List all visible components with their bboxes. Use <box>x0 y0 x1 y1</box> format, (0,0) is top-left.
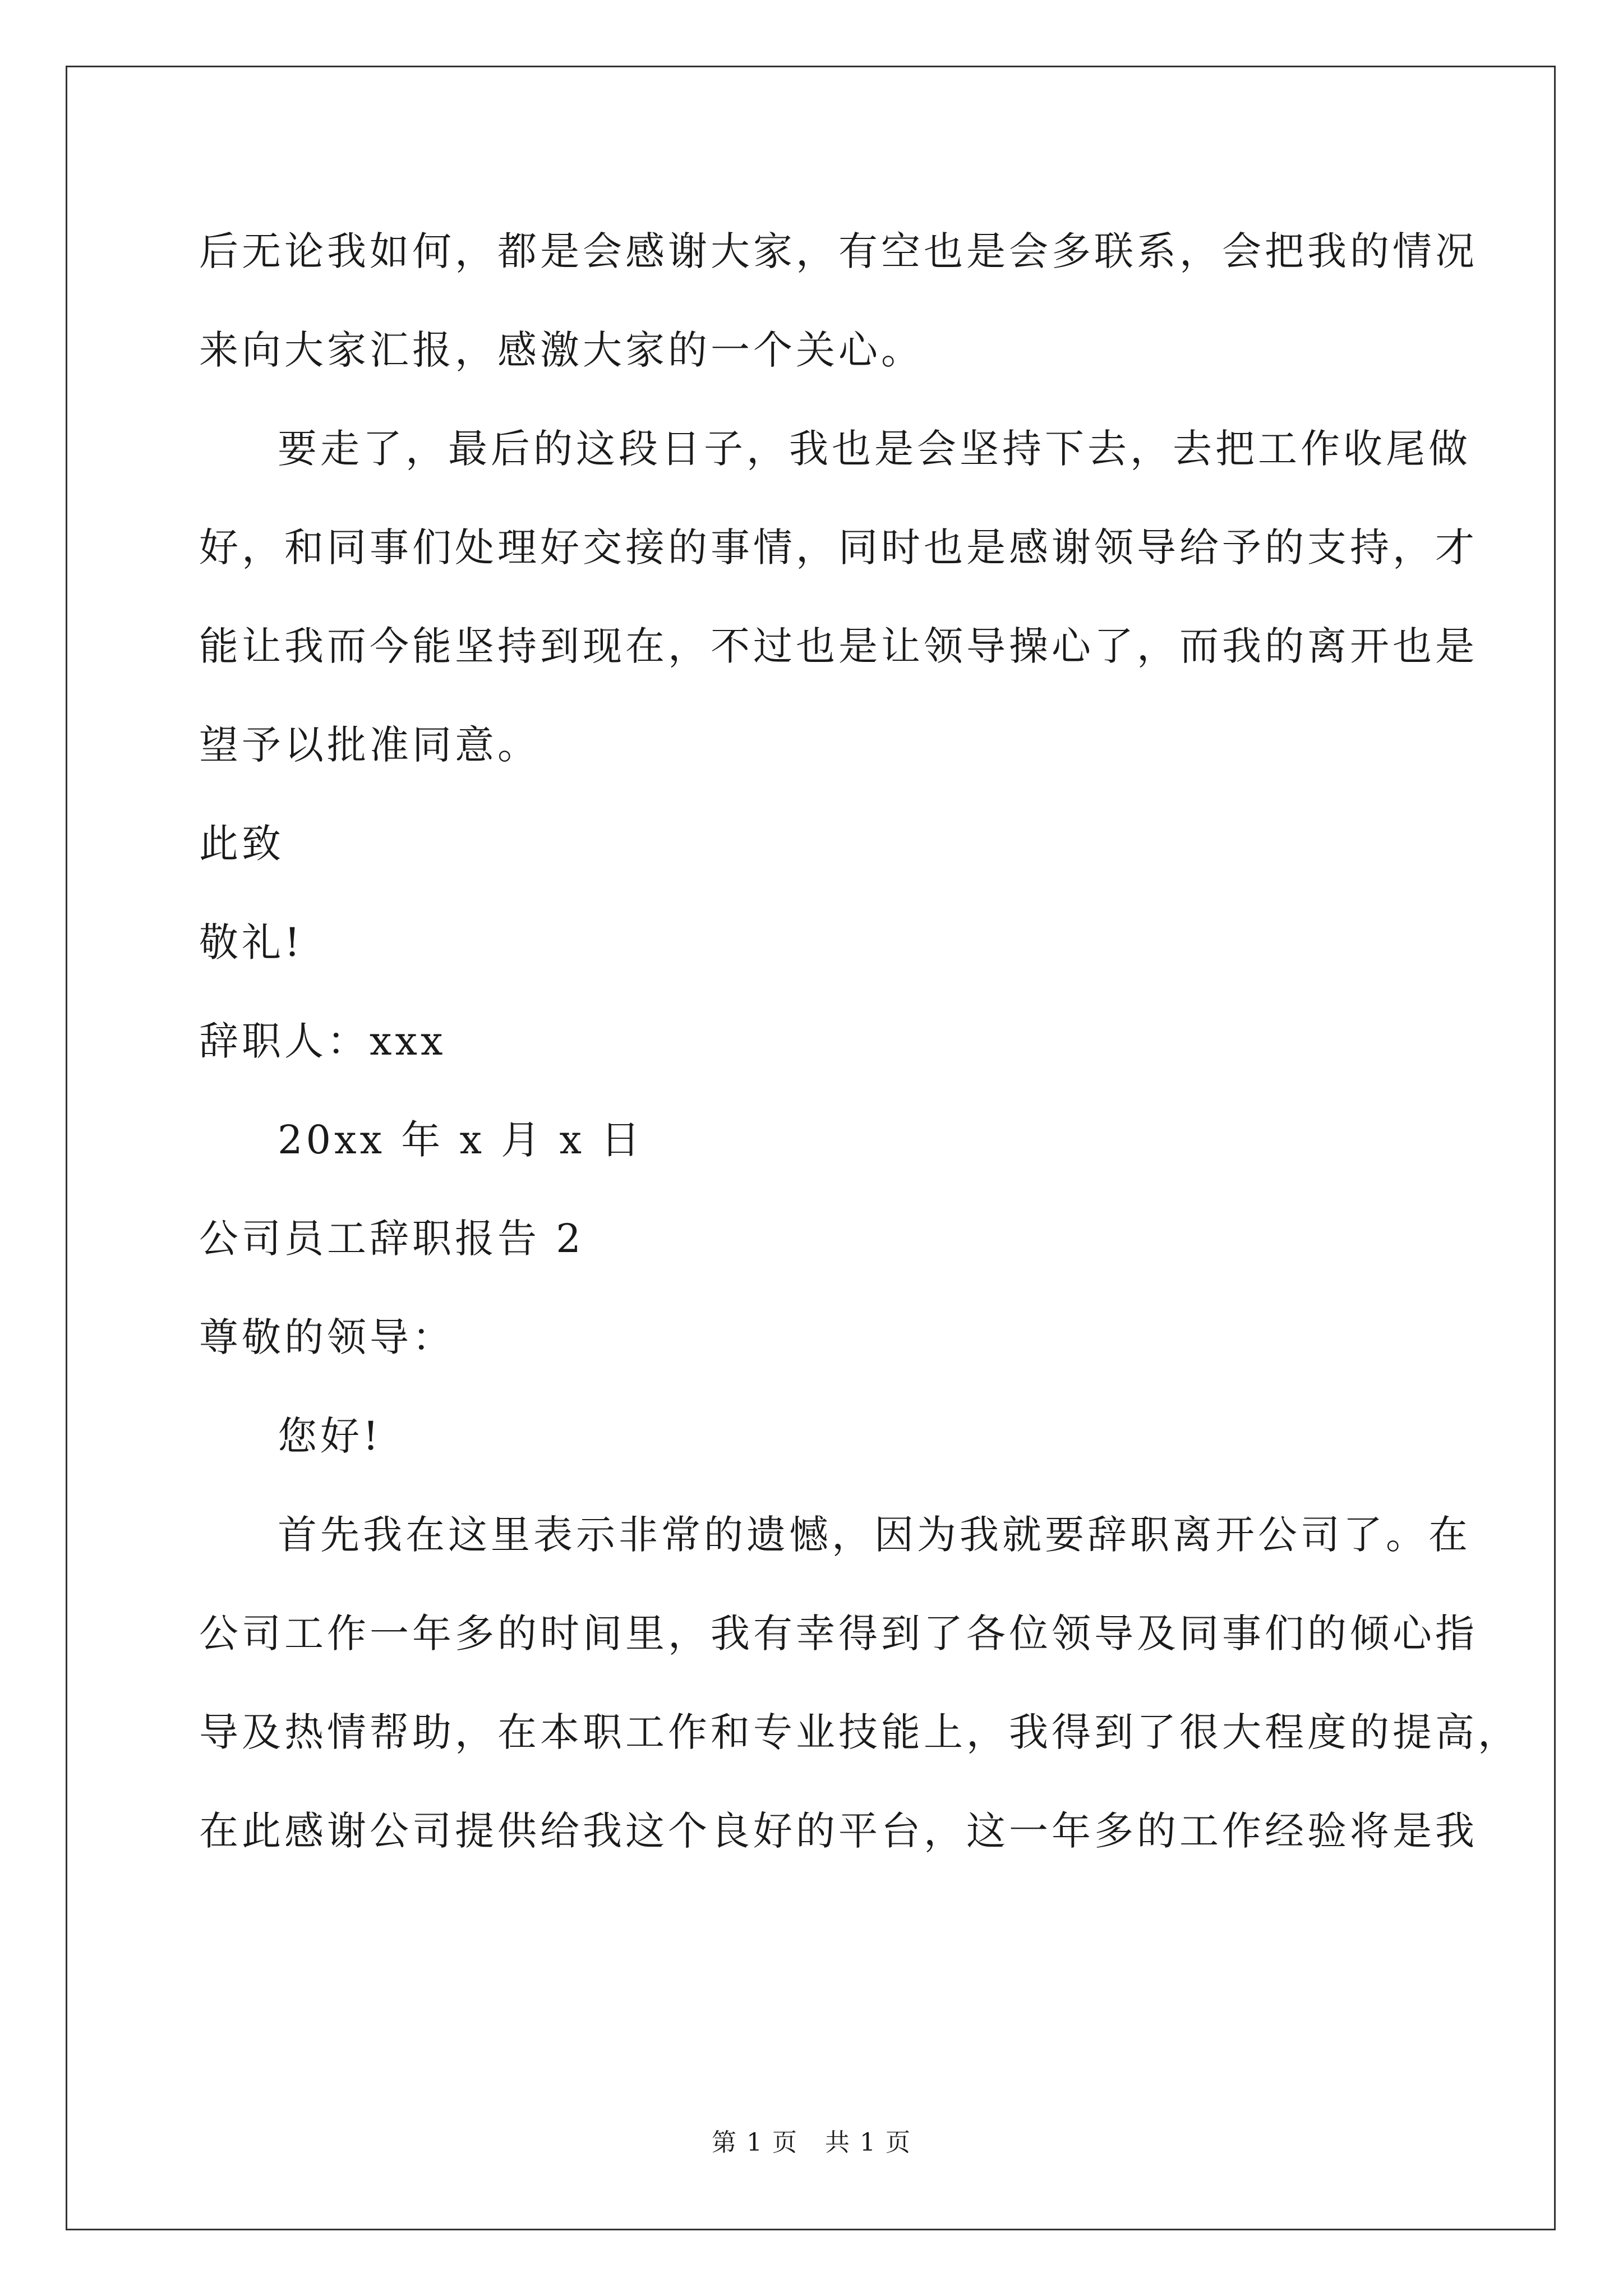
paragraph-line: 后无论我如何，都是会感谢大家，有空也是会多联系，会把我的情况 <box>199 228 1478 274</box>
greeting-line: 尊敬的领导： <box>199 1314 455 1360</box>
paragraph-line: 公司工作一年多的时间里，我有幸得到了各位领导及同事们的倾心指 <box>199 1611 1478 1657</box>
document-body <box>199 202 1520 1880</box>
salutation-line: 敬礼! <box>199 919 304 965</box>
paragraph-line: 导及热情帮助，在本职工作和专业技能上，我得到了很大程度的提高， <box>199 1709 1520 1755</box>
paragraph-line: 望予以批准同意。 <box>199 722 540 768</box>
paragraph-line: 在此感谢公司提供给我这个良好的平台，这一年多的工作经验将是我 <box>199 1808 1478 1854</box>
paragraph-line: 能让我而今能坚持到现在，不过也是让领导操心了，而我的离开也是 <box>199 623 1478 669</box>
greeting-line: 您好! <box>278 1413 382 1459</box>
signature-line: 辞职人：xxx <box>199 1018 446 1064</box>
paragraph-line: 首先我在这里表示非常的遗憾，因为我就要辞职离开公司了。在 <box>278 1512 1471 1558</box>
closing-line: 此致 <box>199 821 284 867</box>
section-title: 公司员工辞职报告 2 <box>199 1216 584 1262</box>
paragraph-line: 要走了，最后的这段日子，我也是会坚持下去，去把工作收尾做 <box>278 426 1471 472</box>
paragraph-line: 来向大家汇报，感激大家的一个关心。 <box>199 327 924 373</box>
page-footer: 第 1 页 共 1 页 <box>712 2128 911 2157</box>
date-line: 20xx 年 x 月 x 日 <box>278 1117 644 1163</box>
paragraph-line: 好，和同事们处理好交接的事情，同时也是感谢领导给予的支持，才 <box>199 524 1478 570</box>
